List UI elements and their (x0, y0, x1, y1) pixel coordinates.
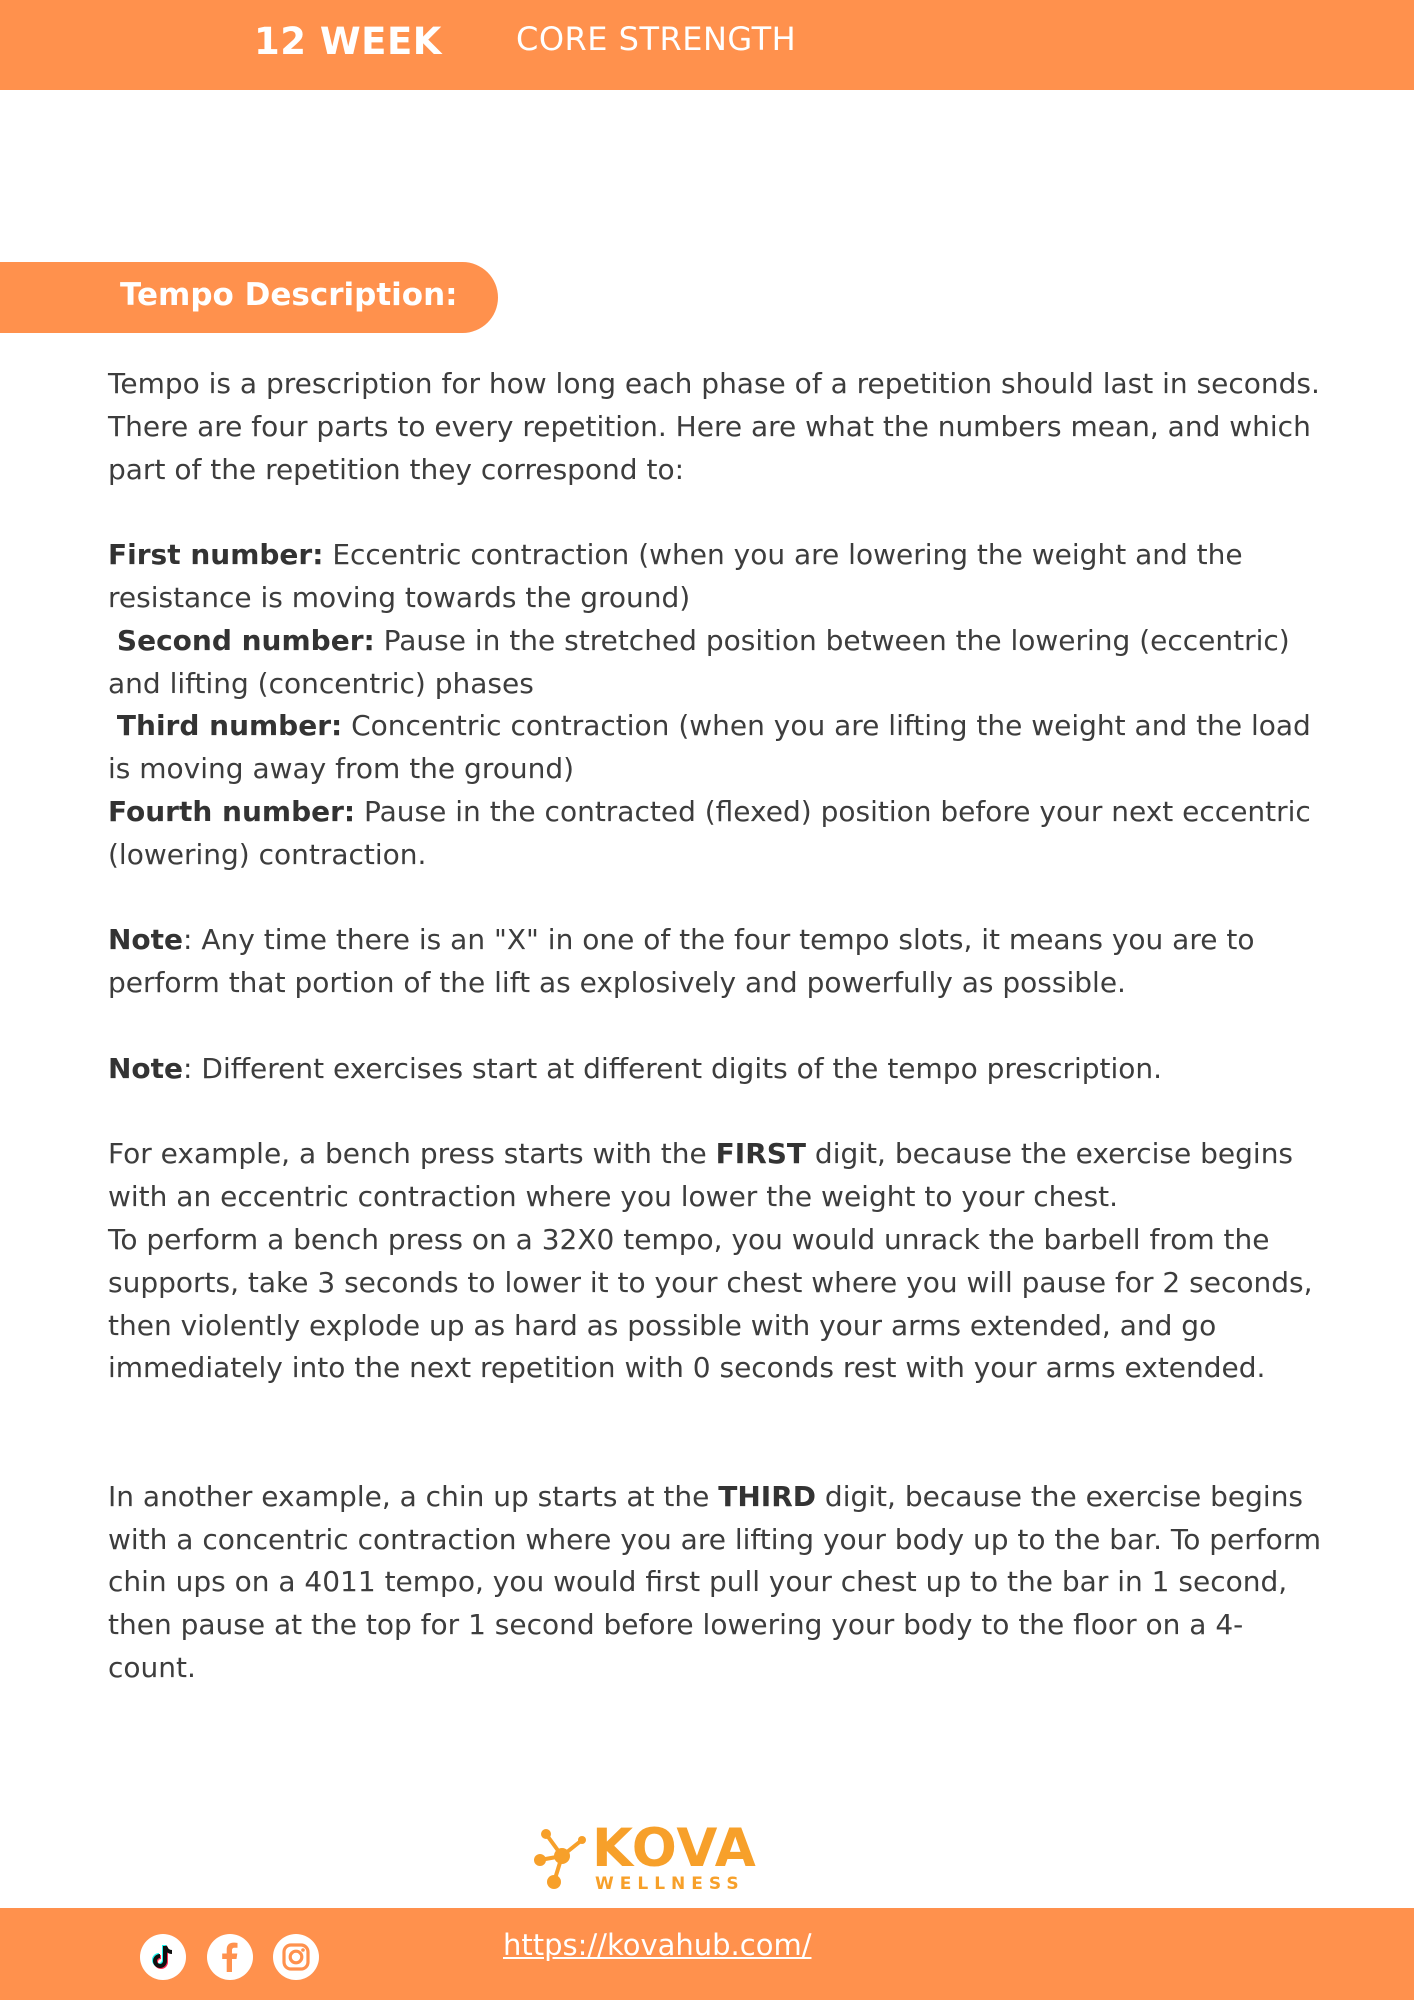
facebook-icon[interactable] (207, 1934, 253, 1980)
content-body (108, 363, 1328, 1690)
kova-molecule-icon (532, 1820, 592, 1892)
bench-press-example: For example, a bench press starts with the FIRST digit, because the exercise begins with an eccentric contraction where you lower the weight to your chest. (108, 1137, 1294, 1214)
intro-paragraph: Tempo is a prescription for how long each phase of a repetition should last in seconds. There are four parts to every repetition. Here are what the numbers mean, and which part of the repetition they correspond to: (108, 367, 1320, 486)
third-number-text: Concentric contraction (when you are lifting the weight and the load is moving away from the ground) (108, 709, 1311, 786)
header-bar (0, 0, 1414, 90)
note-digits (108, 1048, 1328, 1091)
section-title: Tempo Description: (120, 277, 458, 313)
chin-up-example: In another example, a chin up starts at the THIRD digit, because the exercise begins with a concentric contraction where you are lifting your body up to the bar. To perform chin ups on a 4011 tempo, you would first pull your chest up to the bar in 1 second, then pause at the top for 1 second before lowering your body to the floor on a 4-count. (108, 1479, 1322, 1684)
first-number-label: First number: (108, 538, 324, 572)
note-explosive (108, 919, 1328, 1005)
logo-tagline: WELLNESS (595, 1874, 745, 1894)
first-number-text: Eccentric contraction (when you are lowering the weight and the resistance is moving towards the ground) (108, 538, 1243, 614)
second-number-text: Pause in the stretched position between the lowering (eccentric) and lifting (concentric) phases (108, 623, 1290, 700)
third-number-item (108, 705, 1328, 791)
bench-press-detail: To perform a bench press on a 32X0 tempo, you would unrack the barbell from the supports, take 3 seconds to lower it to your chest where you will pause for 2 seconds, then violently explode up as hard as possible with your arms extended, and go immediately into the next repetition with 0 seconds rest with your arms extended. (108, 1222, 1313, 1385)
website-link[interactable]: https://kovahub.com/ (503, 1928, 812, 1962)
fourth-number-label: Fourth number: (108, 794, 356, 828)
logo-wordmark: KOVA (592, 1818, 757, 1879)
second-number-item (108, 620, 1328, 706)
third-emphasis: THIRD (718, 1479, 817, 1513)
instagram-icon[interactable] (273, 1934, 319, 1980)
footer-bar (0, 1908, 1414, 2000)
first-emphasis: FIRST (715, 1137, 807, 1171)
program-subtitle: CORE STRENGTH (516, 20, 797, 58)
section-title-pill (0, 262, 498, 333)
fourth-number-item (108, 791, 1328, 877)
fourth-number-text: Pause in the contracted (flexed) position before your next eccentric (lowering) contraction. (108, 794, 1311, 871)
second-number-label: Second number: (116, 623, 375, 657)
kova-logo (532, 1818, 760, 1898)
note-text: : Different exercises start at different digits of the tempo prescription. (183, 1051, 1163, 1085)
note-label: Note (108, 923, 184, 957)
tiktok-icon[interactable] (140, 1934, 186, 1980)
program-title: 12 WEEK (254, 20, 442, 63)
third-number-label: Third number: (116, 709, 343, 743)
note-text: : Any time there is an "X" in one of the four tempo slots, it means you are to perform that portion of the lift as explosively and powerfully as possible. (108, 923, 1255, 1000)
first-number-item (108, 534, 1328, 620)
note-label: Note (108, 1051, 184, 1085)
